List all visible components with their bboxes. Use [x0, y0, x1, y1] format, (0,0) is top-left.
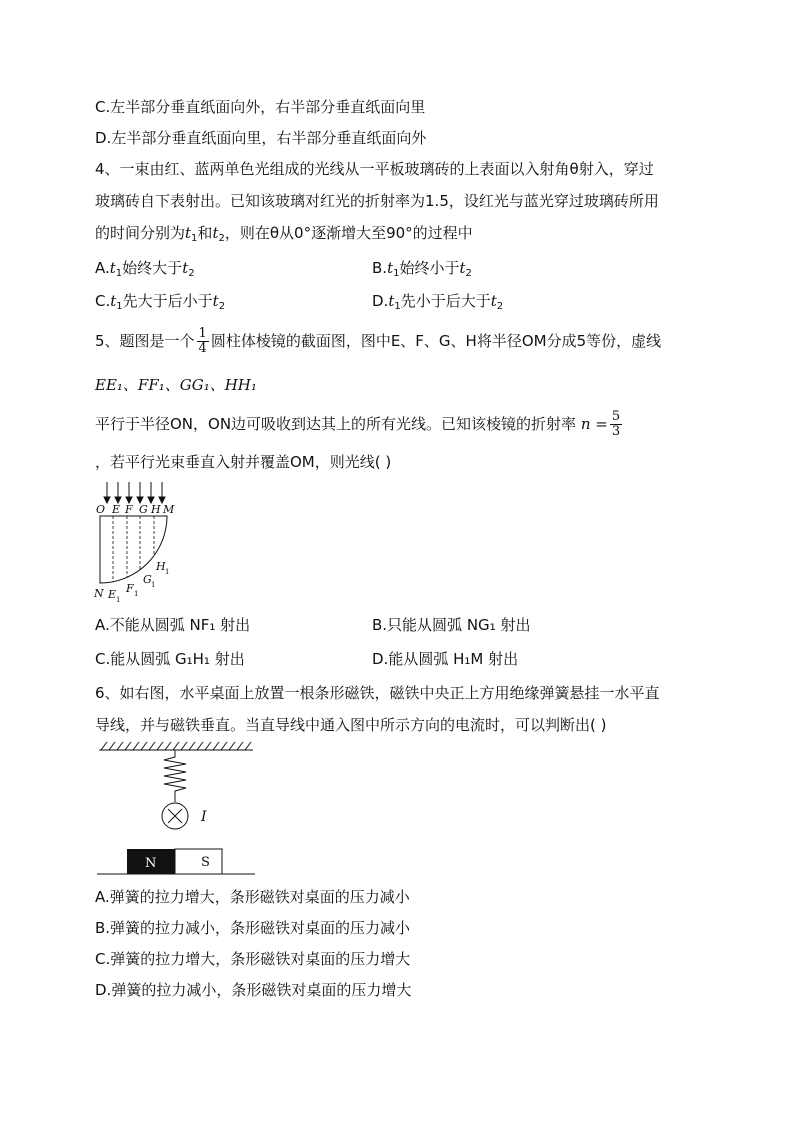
- north-pole-label: N: [145, 856, 157, 871]
- q6-option-b: B.弹簧的拉力减小，条形磁铁对桌面的压力减小: [95, 919, 411, 937]
- q4-stem-text: 的时间分别为: [95, 224, 186, 242]
- var-t: t: [212, 292, 219, 310]
- label-h: H: [151, 503, 161, 516]
- var-t: t: [459, 259, 466, 277]
- q4-stem-line1: 4、一束由红、蓝两单色光组成的光线从一平板玻璃砖的上表面以入射角θ射入，穿过: [95, 160, 654, 178]
- q5-stem-line1: [95, 327, 661, 356]
- var-n: n =: [580, 415, 608, 433]
- q5-stem-text: 圆柱体棱镜的截面图，图中E、F、G、H将半径OM分成5等份，虚线: [210, 332, 662, 350]
- sub-1: 1: [116, 301, 123, 312]
- q6-stem-line2: 导线，并与磁铁垂直。当直导线中通入图中所示方向的电流时，可以判断出( ): [95, 716, 607, 734]
- label-g: G: [139, 503, 148, 516]
- south-pole-label: S: [201, 855, 210, 870]
- fraction-numerator: 1: [198, 326, 207, 341]
- label-f1-sub: 1: [134, 590, 139, 598]
- q6-option-c: C.弹簧的拉力增大，条形磁铁对桌面的压力增大: [95, 950, 411, 968]
- label-g1-sub: 1: [151, 581, 156, 589]
- var-t: t: [387, 259, 394, 277]
- label-e1: E: [108, 588, 117, 601]
- incident-arrows: [104, 482, 165, 503]
- opt-letter: D.: [372, 292, 389, 310]
- bar-magnet: [127, 849, 222, 874]
- label-e1-sub: 1: [116, 596, 121, 604]
- label-m: M: [163, 503, 175, 516]
- label-n: N: [94, 587, 104, 600]
- sub-1: 1: [393, 268, 400, 279]
- var-t: t: [212, 224, 219, 242]
- var-t: t: [490, 292, 497, 310]
- fraction-index: [610, 410, 622, 439]
- q5-dashed-lines-label: EE₁、FF₁、GG₁、HH₁: [95, 376, 257, 394]
- label-h1: H: [156, 560, 166, 573]
- q4-option-b: [372, 257, 472, 285]
- q6-option-a: A.弹簧的拉力增大，条形磁铁对桌面的压力减小: [95, 888, 410, 906]
- q6-stem-line1: 6、如右图，水平桌面上放置一根条形磁铁，磁铁中央正上方用绝缘弹簧悬挂一水平直: [95, 684, 660, 702]
- sub-1: 1: [191, 233, 198, 244]
- q4-option-c: [95, 290, 225, 318]
- sub-1: 1: [394, 301, 401, 312]
- fraction-denominator: 4: [198, 341, 207, 356]
- fraction-denominator: 3: [611, 424, 621, 439]
- sub-2: 2: [465, 268, 472, 279]
- q3-option-d: D.左半部分垂直纸面向里，右半部分垂直纸面向外: [95, 129, 427, 147]
- q4-stem-text: 和: [197, 224, 213, 242]
- q5-stem-text: 平行于半径ON，ON边可吸收到达其上的所有光线。已知该棱镜的折射率: [95, 415, 577, 433]
- label-f: F: [125, 503, 133, 516]
- sub-2: 2: [218, 301, 226, 312]
- spring: [164, 750, 186, 802]
- q5-stem-line4: ，若平行光束垂直入射并覆盖OM，则光线( ): [95, 453, 392, 471]
- q4-option-a: [95, 257, 195, 285]
- var-t: t: [109, 259, 116, 277]
- opt-text: 先大于后小于: [122, 292, 213, 310]
- label-f1: F: [126, 582, 134, 595]
- current-label: I: [201, 809, 207, 825]
- opt-text: 始终小于: [399, 259, 460, 277]
- sub-2: 2: [218, 233, 225, 244]
- ceiling: [99, 742, 253, 750]
- spring-magnet-figure: [95, 740, 265, 880]
- q4-stem-line2: 玻璃砖自下表射出。已知该玻璃对红光的折射率为1.5，设红光与蓝光穿过玻璃砖所用: [95, 192, 659, 210]
- q5-option-d: D.能从圆弧 H₁M 射出: [372, 650, 519, 668]
- var-t: t: [182, 259, 189, 277]
- var-t: t: [110, 292, 117, 310]
- fraction-numerator: 5: [611, 409, 621, 424]
- wire-current-into-page-icon: [162, 803, 188, 829]
- q5-stem-line3: [95, 410, 624, 439]
- q5-option-a: A.不能从圆弧 NF₁ 射出: [95, 616, 251, 634]
- q3-option-c: C.左半部分垂直纸面向外，右半部分垂直纸面向里: [95, 98, 426, 116]
- q4-stem-line3: [95, 222, 473, 250]
- sub-2: 2: [496, 301, 504, 312]
- q5-option-b: B.只能从圆弧 NG₁ 射出: [372, 616, 531, 634]
- q5-option-c: C.能从圆弧 G₁H₁ 射出: [95, 650, 245, 668]
- opt-letter: C.: [95, 292, 111, 310]
- fraction-quarter: [197, 327, 209, 356]
- q5-stem-text: 5、题图是一个: [95, 332, 195, 350]
- var-t: t: [388, 292, 395, 310]
- opt-letter: A.: [95, 259, 110, 277]
- opt-text: 先小于后大于: [400, 292, 491, 310]
- sub-1: 1: [115, 268, 123, 279]
- sub-2: 2: [188, 268, 195, 279]
- label-o: O: [96, 503, 106, 516]
- q4-option-d: [372, 290, 503, 318]
- opt-letter: B.: [372, 259, 388, 277]
- q4-stem-text: ，则在θ从0°逐渐增大至90°的过程中: [224, 224, 473, 242]
- opt-text: 始终大于: [122, 259, 183, 277]
- label-g1: G: [143, 573, 152, 586]
- label-e: E: [112, 503, 121, 516]
- label-h1-sub: 1: [165, 568, 170, 576]
- var-t: t: [185, 224, 192, 242]
- dashed-lines: [113, 516, 154, 582]
- prism-figure: [92, 480, 192, 605]
- q6-option-d: D.弹簧的拉力减小，条形磁铁对桌面的压力增大: [95, 981, 412, 999]
